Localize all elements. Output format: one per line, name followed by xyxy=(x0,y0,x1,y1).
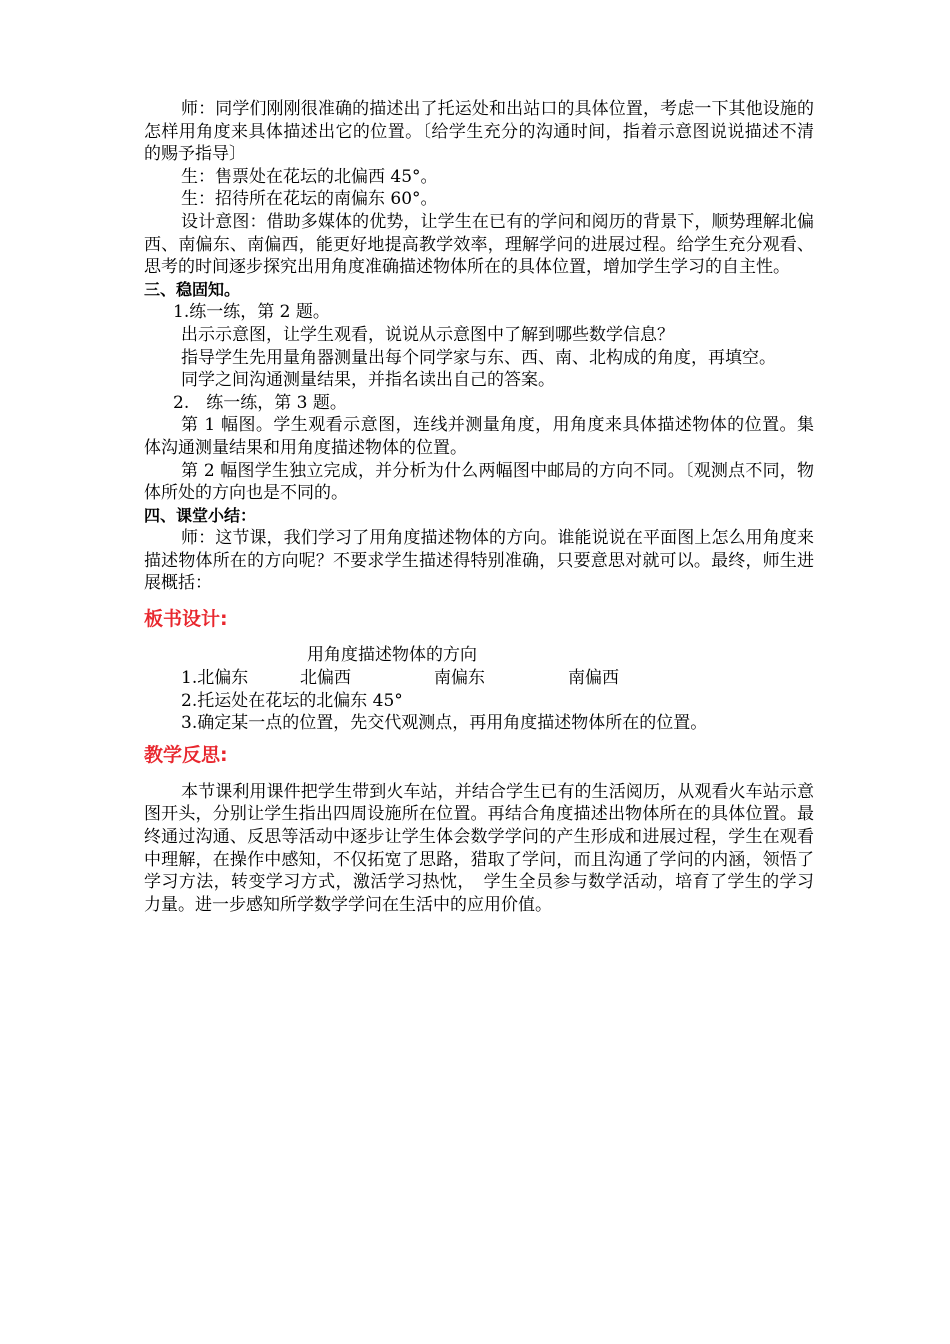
section3-paragraph3: 同学之间沟通测量结果，并指名读出自己的答案。 xyxy=(181,370,555,391)
section3-paragraph4: 第 1 幅图。学生观看示意图，连线并测量角度，用角度来具体描述物体的位置。集体沟通测量结果和用角度描述物体的位置。 xyxy=(144,415,814,458)
section3-item2: 2. 练一练，第 3 题。 xyxy=(173,392,347,413)
teaching-reflection-heading: 教学反思: xyxy=(144,743,228,766)
student-answer-ticket-office: 生：售票处在花坛的北偏西 45°。 xyxy=(181,166,438,187)
board-line-2: 2.托运处在花坛的北偏东 45° xyxy=(181,690,403,711)
section3-heading: 三、稳固知。 xyxy=(144,279,241,299)
section3-paragraph5: 第 2 幅图学生独立完成，并分析为什么两幅图中邮局的方向不同。〔观测点不同，物体所处的方向也是不同的。 xyxy=(144,460,814,504)
board-design-heading: 板书设计: xyxy=(144,608,228,631)
teaching-reflection-text: 本节课利用课件把学生带到火车站，并结合学生已有的生活阅历，从观看火车站示意图开头，分别让学生指出四周设施所在位置。再结合角度描述出物体所在的具体位置。最终通过沟通、反思等活动中逐步让学生体会数学学问的产生形成和进展过程，学生在观看中理解，在操作中感知，不仅拓宽了思路，猎取了学问，而且沟通了学问的内涵，领悟了学习方法，转变学习方式，激活学习热忱， 学生全员参与数学活动，培育了学生的学习力量。进一步感知所学数学学问在生活中的应用价值。 xyxy=(144,781,814,915)
design-intent-paragraph: 设计意图：借助多媒体的优势，让学生在已有的学问和阅历的背景下，顺势理解北偏西、南偏东、南偏西，能更好地提高教学效率，理解学问的进展过程。给学生充分观看、思考的时间逐步探究出用角度准确描述物体所在的具体位置，增加学生学习的自主性。 xyxy=(144,211,814,278)
student-answer-guesthouse: 生：招待所在花坛的南偏东 60°。 xyxy=(181,189,438,210)
board-direction-sw: 南偏西 xyxy=(568,668,619,689)
section3-item1: 1.练一练，第 2 题。 xyxy=(173,302,330,323)
section3-paragraph2: 指导学生先用量角器测量出每个同学家与东、西、南、北构成的角度，再填空。 xyxy=(181,347,776,368)
board-title: 用角度描述物体的方向 xyxy=(307,645,477,666)
board-line-3: 3.确定某一点的位置，先交代观测点，再用角度描述物体所在的位置。 xyxy=(181,713,708,734)
section4-heading: 四、课堂小结： xyxy=(144,505,257,525)
document-page xyxy=(144,98,814,916)
board-direction-nw: 北偏西 xyxy=(300,668,351,689)
board-line-1 xyxy=(144,667,814,690)
section3-paragraph1: 出示示意图，让学生观看，说说从示意图中了解到哪些数学信息？ xyxy=(181,324,674,345)
board-line1-prefix: 1.北偏东 xyxy=(181,668,249,689)
teacher-prompt-paragraph: 师：同学们刚刚很准确的描述出了托运处和出站口的具体位置，考虑一下其他设施的怎样用角度来具体描述出它的位置。〔给学生充分的沟通时间，指着示意图说说描述不清的赐予指导〕 xyxy=(144,99,814,165)
section4-paragraph1: 师：这节课，我们学习了用角度描述物体的方向。谁能说说在平面图上怎么用角度来描述物体所在的方向呢？不要求学生描述得特别准确，只要意思对就可以。最终，师生进展概括： xyxy=(144,528,814,594)
board-direction-se: 南偏东 xyxy=(434,668,485,689)
